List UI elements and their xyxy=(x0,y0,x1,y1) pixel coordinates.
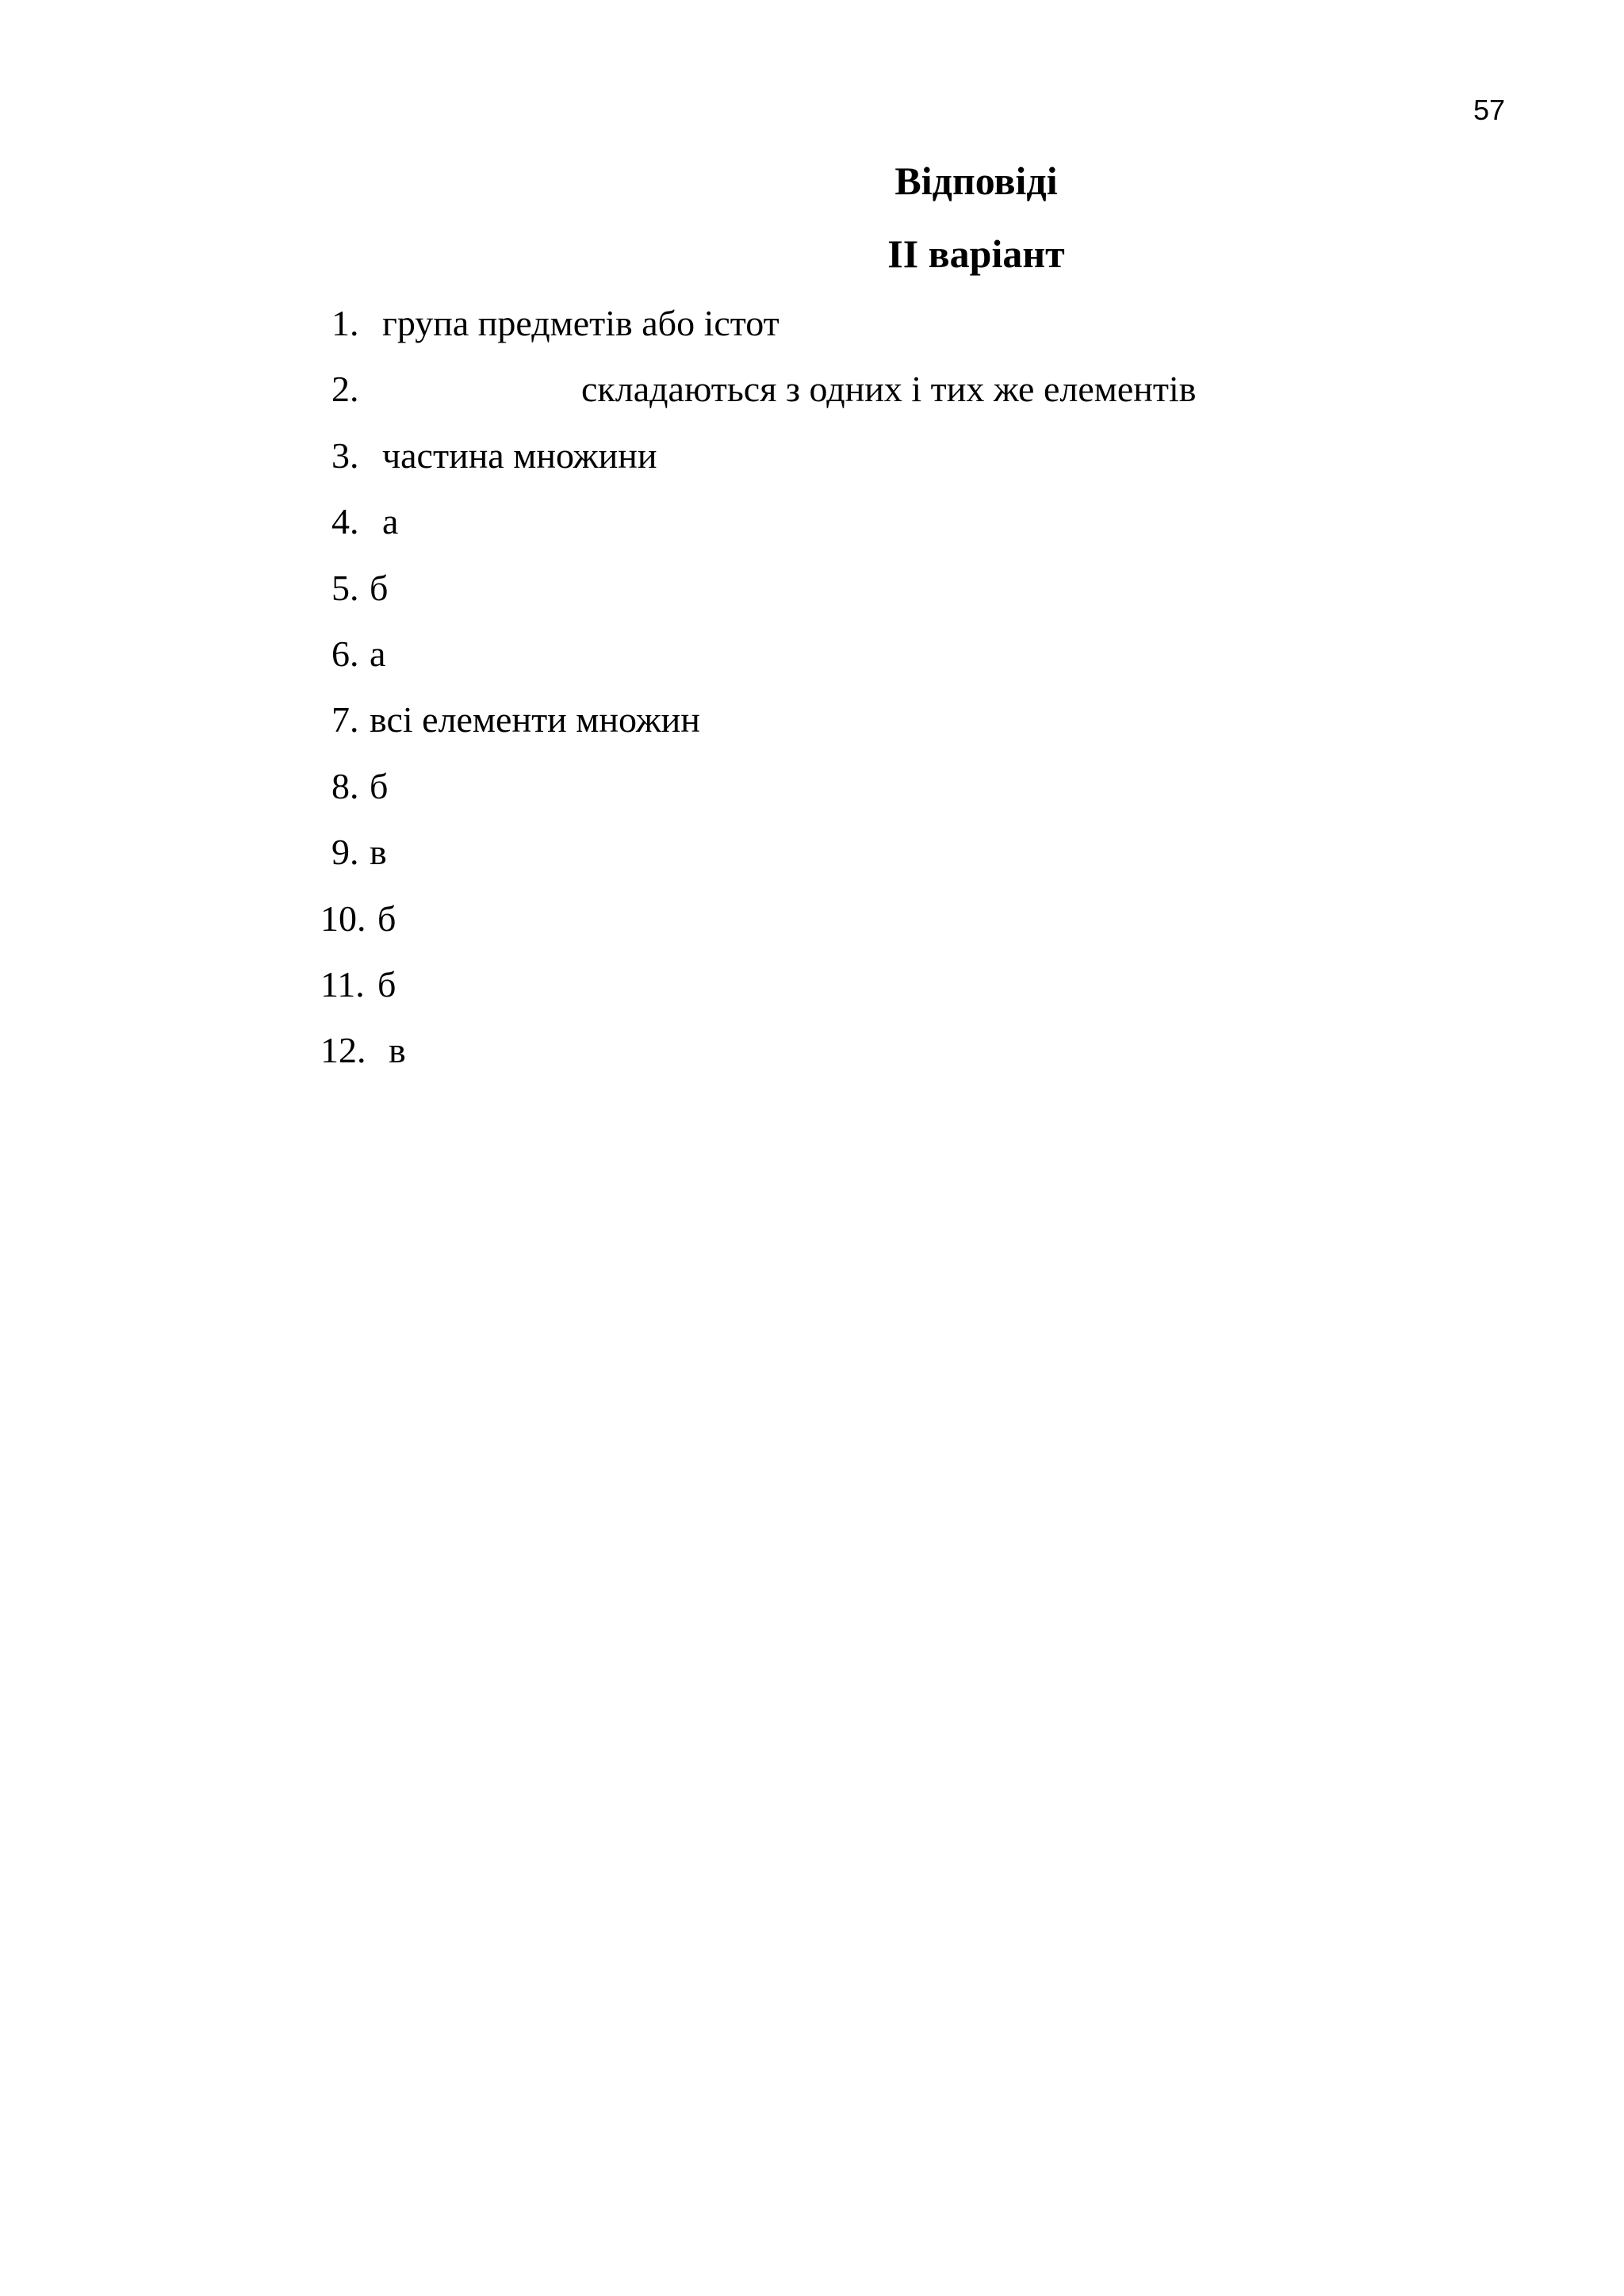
answer-number: 11. xyxy=(320,963,365,1004)
answer-text: б xyxy=(370,765,389,806)
answer-text: в xyxy=(370,832,387,873)
answer-text: в xyxy=(389,1030,406,1071)
answer-number: 2. xyxy=(331,369,359,410)
answer-number: 6. xyxy=(331,633,359,674)
page-number: 57 xyxy=(1473,94,1506,126)
page-subtitle: II варіант xyxy=(887,232,1065,276)
answer-text: б xyxy=(377,897,396,939)
answer-number: 3. xyxy=(331,434,359,476)
answer-text: група предметів або істот xyxy=(382,303,779,343)
answer-text: всі елементи множин xyxy=(370,699,700,740)
answer-text: б xyxy=(370,567,389,608)
answer-text: складаються з одних і тих же елементів xyxy=(581,369,1197,410)
answer-text: частина множини xyxy=(382,434,657,476)
answer-number: 1. xyxy=(331,303,359,343)
answer-text: б xyxy=(377,963,396,1004)
answer-number: 8. xyxy=(331,765,359,806)
page-title: Відповіді xyxy=(894,159,1058,203)
answer-number: 12. xyxy=(320,1030,366,1071)
answer-number: 10. xyxy=(320,897,366,939)
answer-number: 7. xyxy=(331,699,359,740)
answer-text: а xyxy=(370,633,386,674)
answer-number: 9. xyxy=(331,832,359,873)
answer-number: 4. xyxy=(331,501,359,542)
answer-number: 5. xyxy=(331,567,359,608)
answer-text: а xyxy=(382,501,399,542)
